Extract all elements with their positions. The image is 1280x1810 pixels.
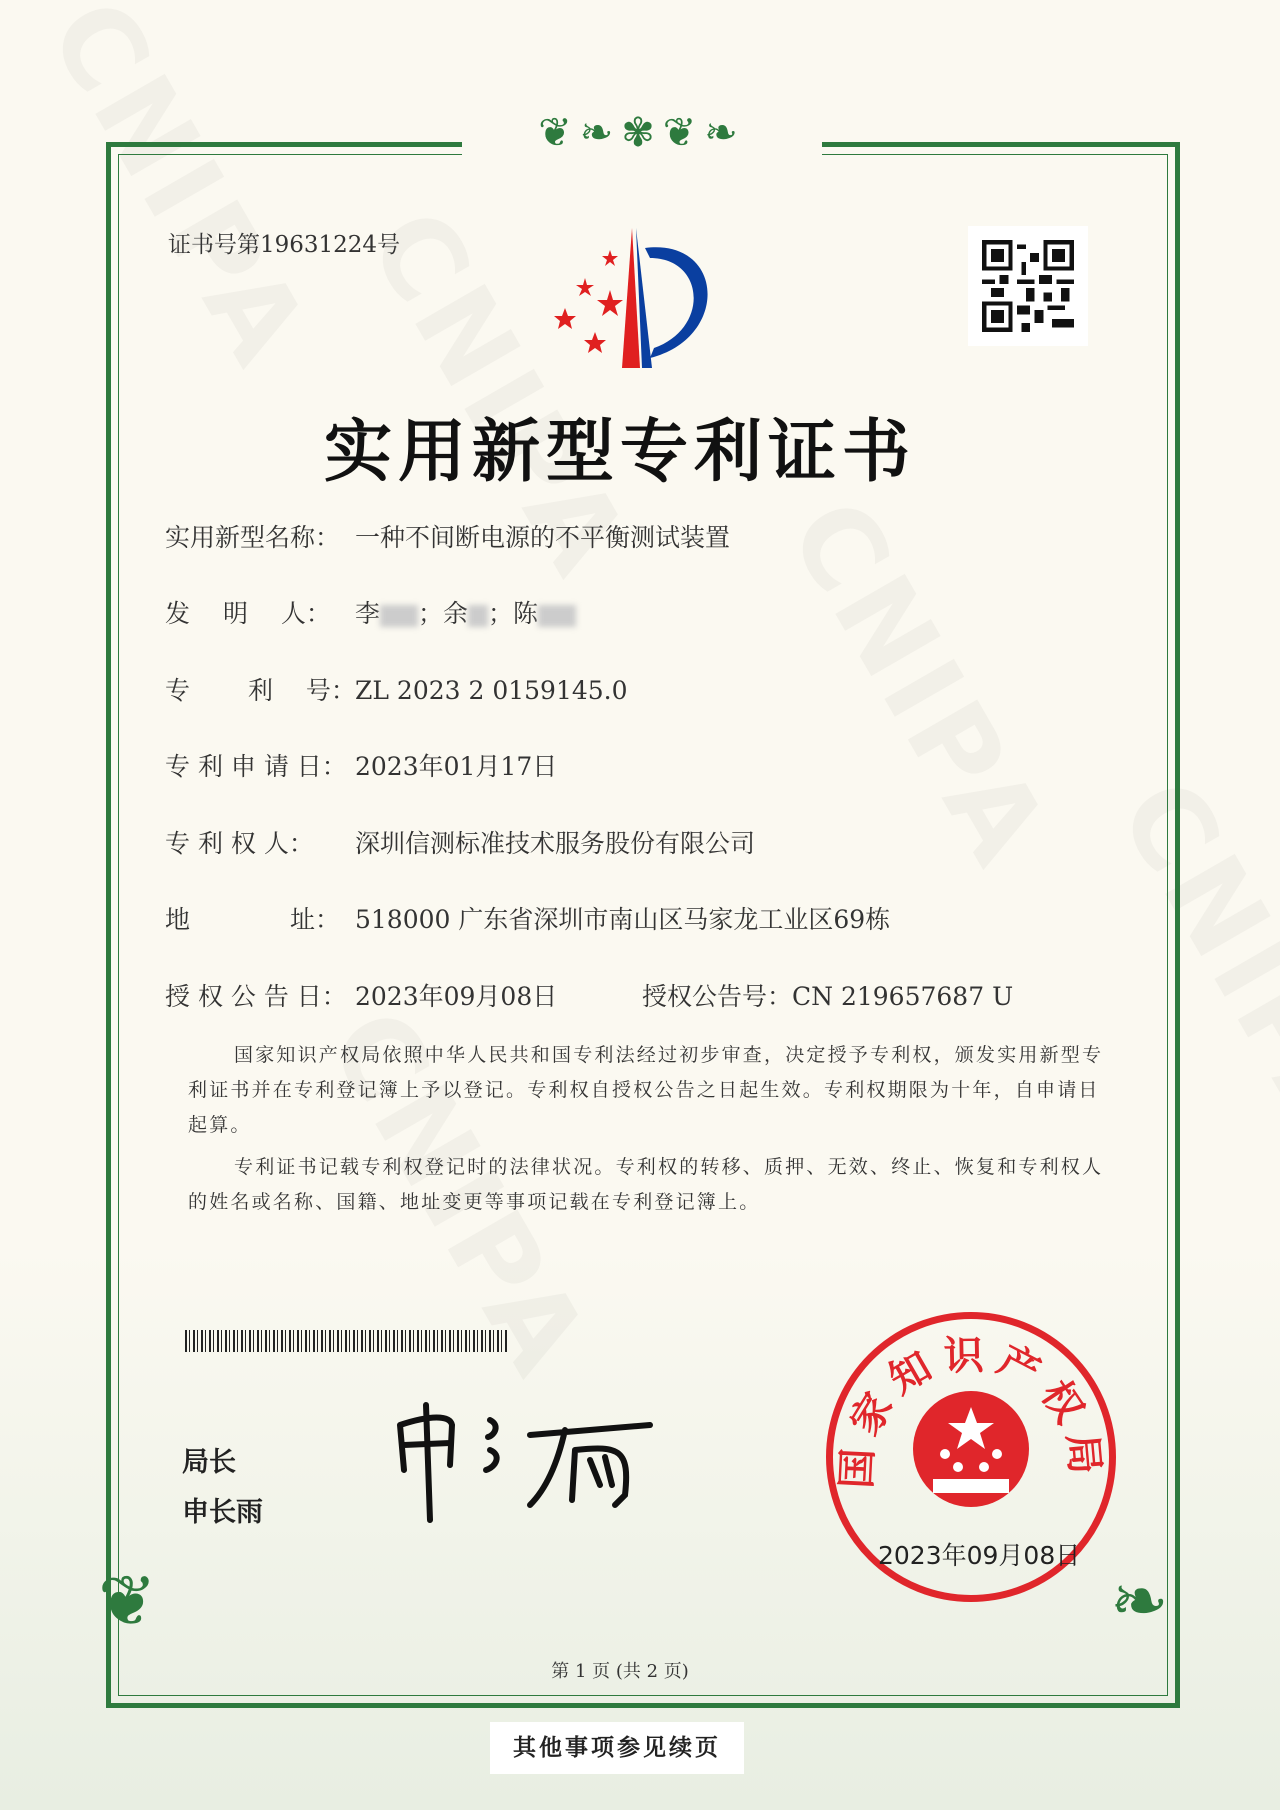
field-value: 一种不间断电源的不平衡测试装置 [355,523,731,552]
corner-ornament-icon: ❧ [1110,1560,1169,1642]
announcement-number-field [642,977,1013,1013]
field-value: 深圳信测标准技术服务股份有限公司 [355,829,756,858]
field-value: 2023年01月17日 [355,752,558,781]
seal-date: 2023年09月08日 [878,1541,1081,1570]
signature [390,1395,670,1525]
field-label: 专 利 申 请 日： [165,752,347,781]
certificate-number: 证书号第19631224号 [168,232,401,258]
seal-text: 国家知识产权局 [833,1332,1109,1490]
inventor-name: ；陈 [488,599,539,628]
field-value: CN 219657687 U [792,982,1014,1011]
qr-code [968,226,1088,346]
qr-code-icon [982,240,1074,332]
redacted-text [380,605,418,627]
inventor-name: 李 [355,599,381,628]
page-title: 实用新型专利证书 [323,412,916,492]
redacted-text [538,605,576,627]
barcode [185,1330,507,1352]
field-label: 授权公告号： [642,982,793,1011]
field-value: 518000 广东省深圳市南山区马家龙工业区69栋 [355,905,891,934]
redacted-text [468,605,488,627]
address-field [165,900,890,936]
application-date-field [165,747,557,783]
continuation-note: 其他事项参见续页 [490,1722,744,1774]
grant-date-field [165,977,557,1013]
page-number: 第 1 页 (共 2 页) [551,1661,689,1682]
cnipa-logo-icon [550,228,740,373]
inventor-name: ；余 [418,599,469,628]
inventors-field [165,594,576,630]
field-label: 地 址： [165,905,341,934]
patentee-field [165,824,755,860]
field-label: 授 权 公 告 日： [165,982,347,1011]
field-label: 专 利 号： [165,676,356,705]
field-label: 专 利 权 人： [165,829,314,858]
field-value: 2023年09月08日 [355,982,558,1011]
signatory-title: 局长 [182,1447,236,1478]
field-value: ZL 2023 2 0159145.0 [355,676,628,705]
field-label: 实用新型名称： [165,523,341,552]
corner-ornament-icon: ❦ [98,1560,157,1642]
grant-statement: 国家知识产权局依照中华人民共和国专利法经过初步审查，决定授予专利权，颁发实用新型专利证书并在专利登记簿上予以登记。专利权自授权公告之日起生效。专利权期限为十年，自申请日起算。 [188,1044,1104,1136]
field-label: 发 明 人： [165,599,331,628]
patent-number-field [165,671,628,707]
top-ornament-icon: ❦❧✾❦❧ [462,110,822,170]
legal-status-statement: 专利证书记载专利权登记时的法律状况。专利权的转移、质押、无效、终止、恢复和专利权人的姓名或名称、国籍、地址变更等事项记载在专利登记簿上。 [188,1156,1104,1213]
utility-model-name-field [165,518,730,554]
signatory-name: 申长雨 [182,1497,263,1528]
